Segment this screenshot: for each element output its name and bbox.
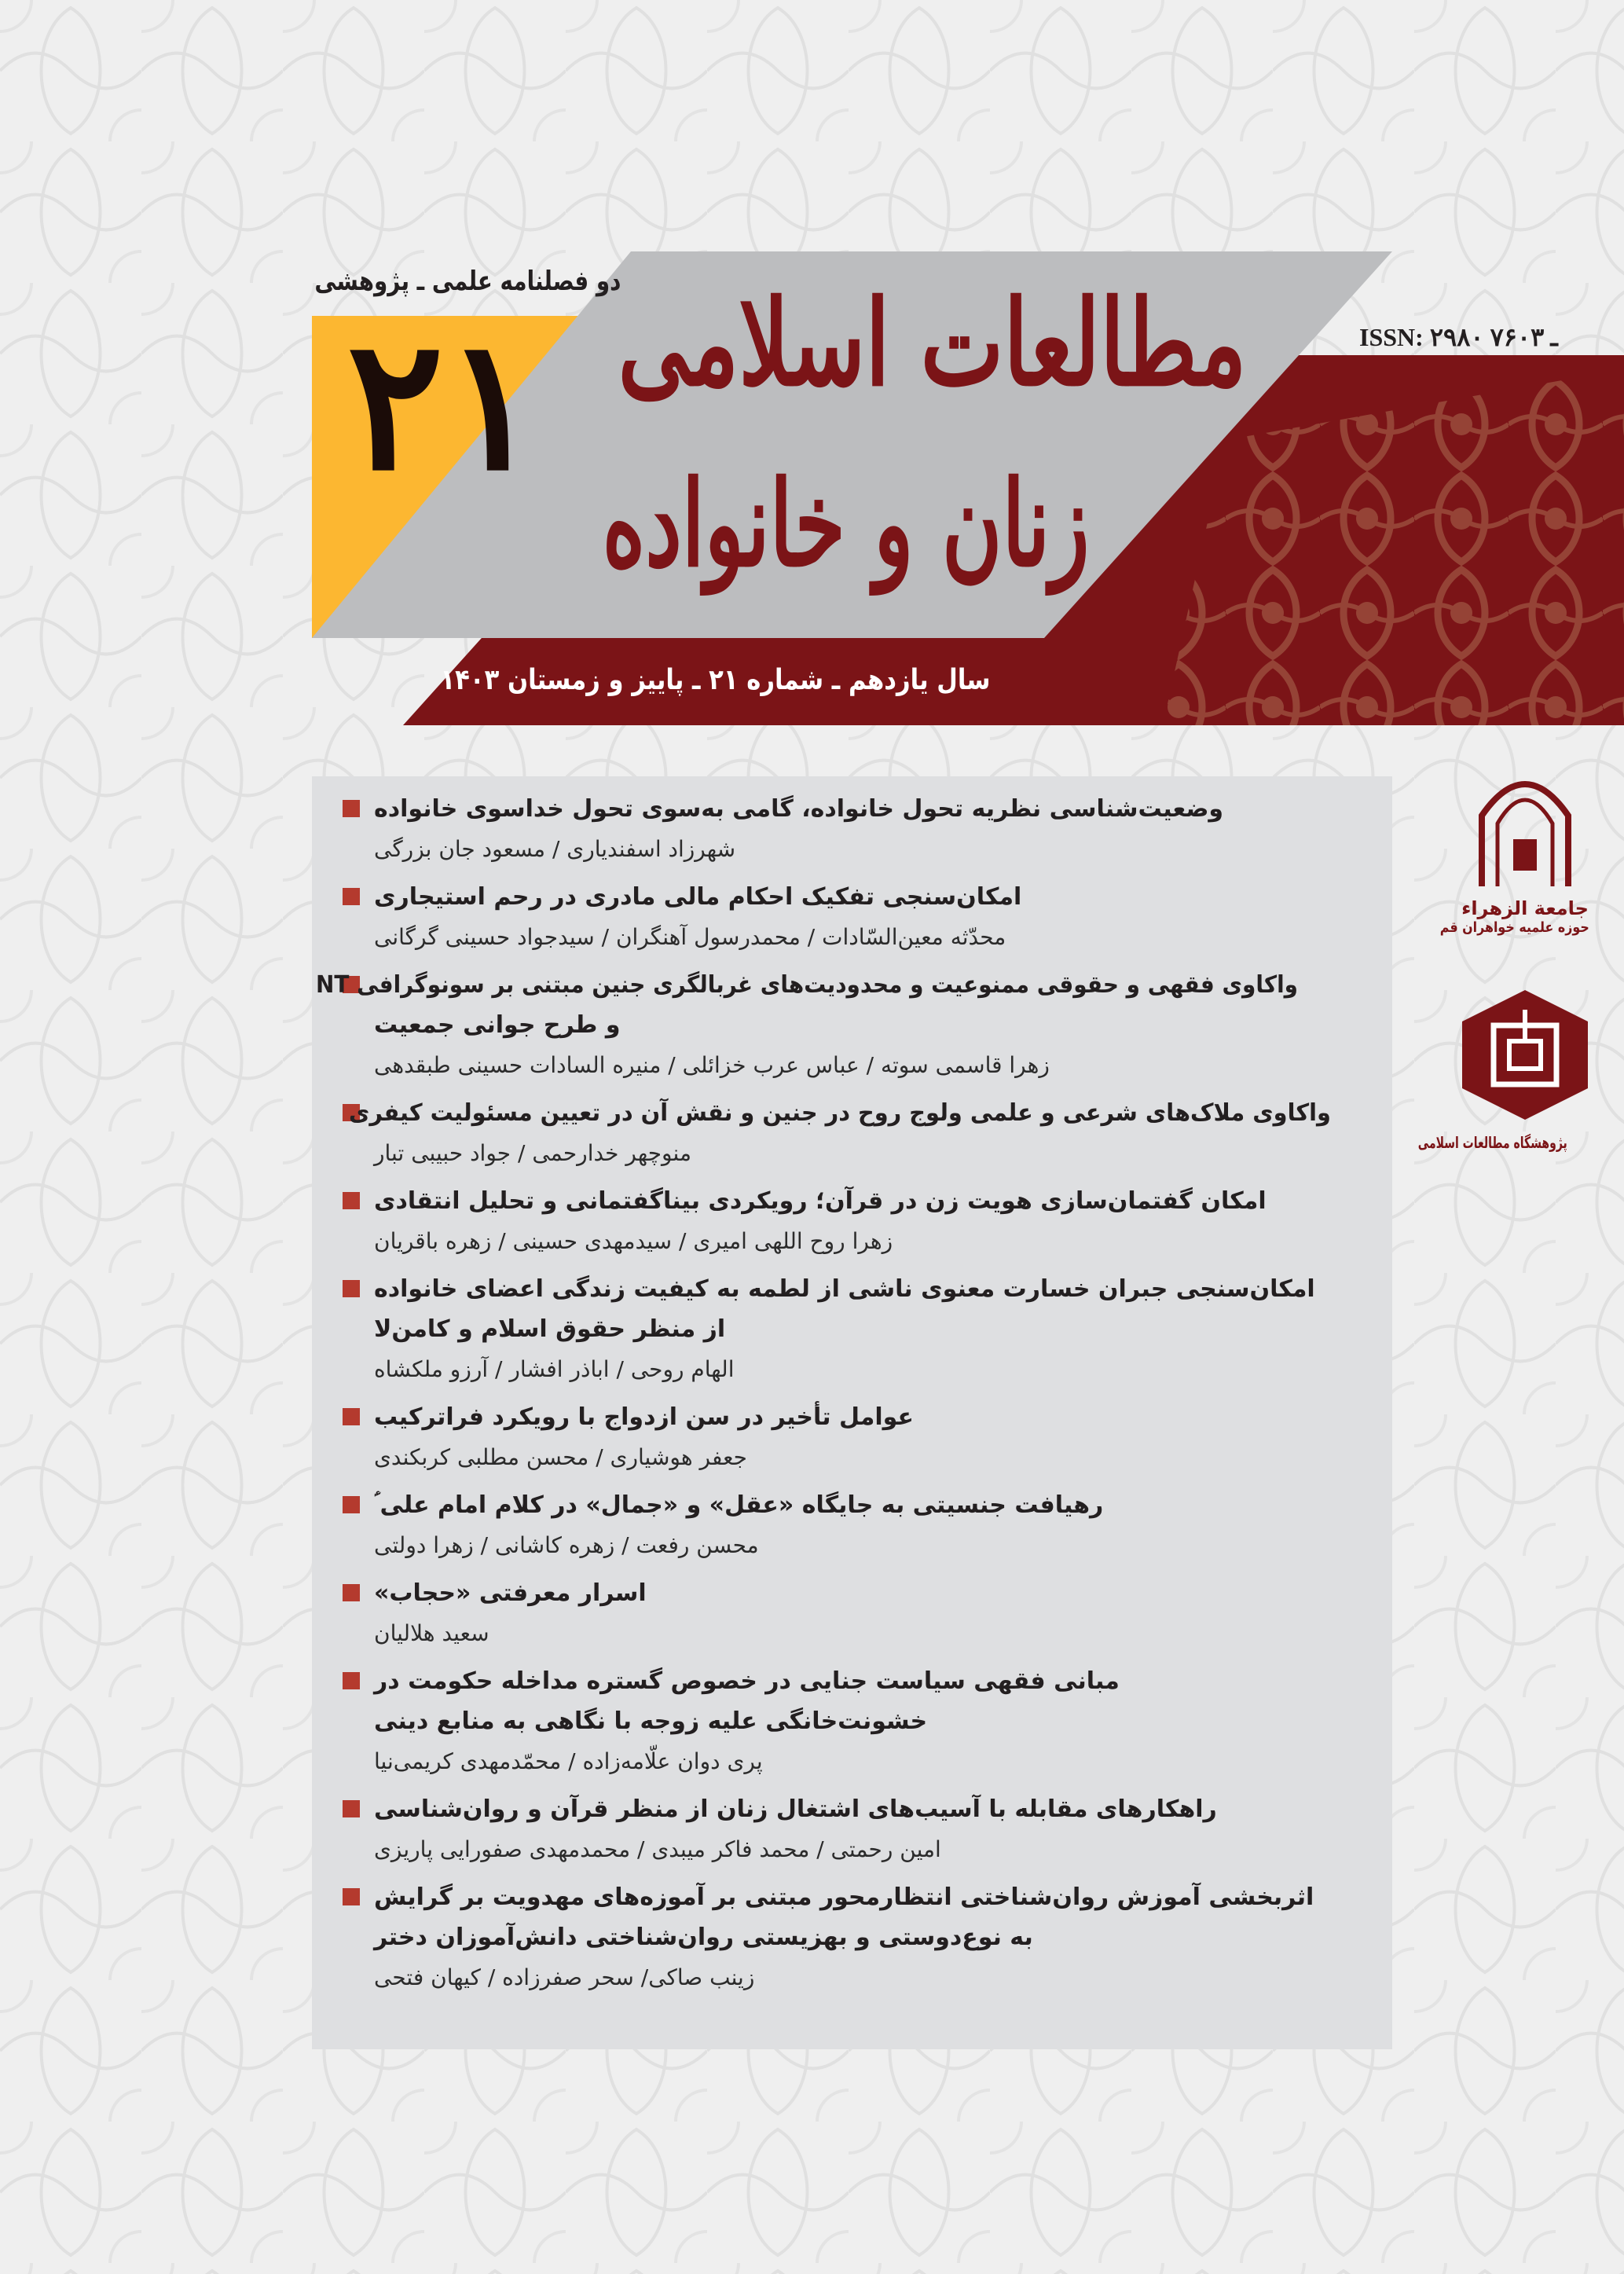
article-authors-line: [374, 1613, 1372, 1653]
article-title: مبانی فقهی سیاست جنایی در خصوص گستره مداخله حکومت در: [374, 1667, 1120, 1695]
article-authors: محدّثه معین‌السّادات / محمدرسول آهنگران / سیدجواد حسینی گرگانی: [374, 924, 1006, 950]
article-title: از منظر حقوق اسلام و کامن‌لا: [374, 1315, 726, 1343]
jamiat-alzahra-logo: [1440, 753, 1600, 957]
article-title-line: [374, 1309, 1372, 1349]
article-title-line: [374, 1789, 1372, 1829]
logo1-title: جامعة الزهراء: [1461, 897, 1589, 919]
square-bullet-icon: [343, 1584, 360, 1601]
article-entry: [312, 877, 1392, 957]
article-title-line: [374, 877, 1372, 917]
article-title: خشونت‌خانگی علیه زوجه با نگاهی به منابع دینی: [374, 1707, 928, 1735]
journal-title-line2: زنان و خانواده: [603, 455, 1090, 593]
table-of-contents: [312, 776, 1392, 2049]
journal-type: [314, 266, 621, 297]
article-title-line: [374, 1181, 1372, 1221]
article-title: راهکارهای مقابله با آسیب‌های اشتغال زنان از منظر قرآن و روان‌شناسی: [374, 1795, 1217, 1823]
article-title-line: [349, 1093, 1372, 1133]
article-title: امکان گفتمان‌سازی هویت زن در قرآن؛ رویکردی بیناگفتمانی و تحلیل انتقادی: [374, 1187, 1267, 1215]
square-bullet-icon: [343, 1408, 360, 1425]
article-authors-line: [374, 1525, 1372, 1565]
article-authors: الهام روحی / اباذر افشار / آرزو ملکشاه: [374, 1356, 735, 1382]
article-authors: منوچهر خدارحمی / جواد حبیبی تبار: [374, 1140, 691, 1166]
article-title: و طرح جوانی جمعیت: [374, 1011, 621, 1039]
article-title: اسرار معرفتی «حجاب»: [374, 1579, 647, 1607]
article-authors-line: [374, 829, 1372, 869]
article-entry: [312, 1181, 1392, 1261]
article-title-line: [374, 1701, 1372, 1741]
article-title: امکان‌سنجی تفکیک احکام مالی مادری در رحم استیجاری: [374, 883, 1022, 911]
article-entry: [312, 1789, 1392, 1869]
journal-type-text: دو فصلنامه علمی ـ پژوهشی: [313, 266, 621, 297]
square-bullet-icon: [343, 1280, 360, 1297]
logo1-caption: حوزه علمیه خواهران قم: [1440, 919, 1590, 936]
article-title: وضعیت‌شناسی نظریه تحول خانواده، گامی به‌سوی تحول خداسوی خانواده: [374, 795, 1224, 823]
square-bullet-icon: [343, 1496, 360, 1513]
article-authors-line: [374, 1957, 1372, 1997]
article-title-line: [374, 789, 1372, 829]
article-authors: زهرا قاسمی سوته / عباس عرب خزائلی / منیره السادات حسینی طبقدهی: [374, 1052, 1050, 1078]
article-entry: [312, 965, 1392, 1085]
square-bullet-icon: [343, 888, 360, 905]
article-title: اثربخشی آموزش روان‌شناختی انتظارمحور مبتنی بر آموزه‌های مهدویت بر گرایش: [374, 1883, 1314, 1911]
article-entry: [312, 1661, 1392, 1781]
square-bullet-icon: [343, 1800, 360, 1817]
article-authors-line: [374, 1221, 1372, 1261]
research-institute-logo: [1418, 986, 1600, 1167]
article-authors-line: [374, 1133, 1372, 1173]
article-title-line: [316, 965, 1372, 1005]
logo2-caption: پژوهشگاه مطالعات اسلامی: [1418, 1133, 1568, 1152]
article-title: امکان‌سنجی جبران خسارت معنوی ناشی از لطمه به کیفیت زندگی اعضای خانواده: [374, 1275, 1315, 1303]
article-authors: سعید هلالیان: [374, 1620, 489, 1646]
article-title-line: [374, 1485, 1372, 1525]
article-authors-line: [374, 1349, 1372, 1389]
article-entry: [312, 1397, 1392, 1477]
article-entry: [312, 1093, 1392, 1173]
seminary-logo-icon: [1450, 753, 1600, 894]
square-bullet-icon: [343, 800, 360, 817]
issue-info: [440, 664, 990, 696]
article-title-line: [374, 1005, 1372, 1045]
article-title-line: [374, 1269, 1372, 1309]
article-authors-line: [374, 917, 1372, 957]
article-title: عوامل تأخیر در سن ازدواج با رویکرد فراترکیب: [374, 1403, 914, 1431]
journal-title-line1: مطالعات اسلامی: [618, 274, 1247, 413]
article-title-line: [374, 1877, 1372, 1917]
square-bullet-icon: [343, 1672, 360, 1689]
article-entry: [312, 1877, 1392, 1997]
article-title: به نوع‌دوستی و بهزیستی روان‌شناختی دانش‌آموزان دختر: [374, 1924, 1033, 1951]
article-authors-line: [374, 1045, 1372, 1085]
article-authors: جعفر هوشیاری / محسن مطلبی کربکندی: [374, 1444, 747, 1470]
article-title-line: [374, 1661, 1372, 1701]
article-authors: شهرزاد اسفندیاری / مسعود جان بزرگی: [374, 836, 736, 862]
article-title-line: [374, 1397, 1372, 1437]
article-title-line: [374, 1573, 1372, 1613]
kufic-hexagon-icon: [1450, 986, 1600, 1124]
article-title-line: [374, 1917, 1372, 1957]
article-authors: پری دوان علّامه‌زاده / محمّدمهدی کریمی‌نیا: [374, 1748, 763, 1774]
article-title: رهیافت جنسیتی به جایگاه «عقل» و «جمال» در کلام امام علی ؑ: [374, 1491, 1104, 1519]
article-entry: [312, 789, 1392, 869]
article-authors: زینب صاکی/ سحر صفرزاده / کیهان فتحی: [374, 1964, 755, 1990]
article-authors: محسن رفعت / زهره کاشانی / زهرا دولتی: [374, 1532, 759, 1558]
article-authors-line: [374, 1741, 1372, 1781]
issue-info-text: سال یازدهم ـ شماره ۲۱ ـ پاییز و زمستان ۱۴۰۳: [439, 664, 990, 696]
issue-number: ۲۱: [346, 299, 541, 511]
square-bullet-icon: [343, 1888, 360, 1905]
square-bullet-icon: [343, 1192, 360, 1209]
issn: ISSN: ۲۹۸۰ ـ ۷۶۰۳: [1359, 323, 1558, 351]
article-authors-line: [374, 1437, 1372, 1477]
article-entry: [312, 1269, 1392, 1389]
article-entry: [312, 1485, 1392, 1565]
article-authors: زهرا روح اللهی امیری / سیدمهدی حسینی / زهره باقریان: [374, 1228, 893, 1254]
article-entry: [312, 1573, 1392, 1653]
article-title: واکاوی ملاک‌های شرعی و علمی ولوج روح در جنین و نقش آن در تعیین مسئولیت کیفری: [349, 1099, 1332, 1127]
article-title: واکاوی فقهی و حقوقی ممنوعیت و محدودیت‌های غربالگری جنین مبتنی بر سونوگرافی NT: [316, 971, 1299, 999]
article-authors-line: [374, 1829, 1372, 1869]
article-authors: امین رحمتی / محمد فاکر میبدی / محمدمهدی صفورایی پاریزی: [374, 1836, 941, 1862]
